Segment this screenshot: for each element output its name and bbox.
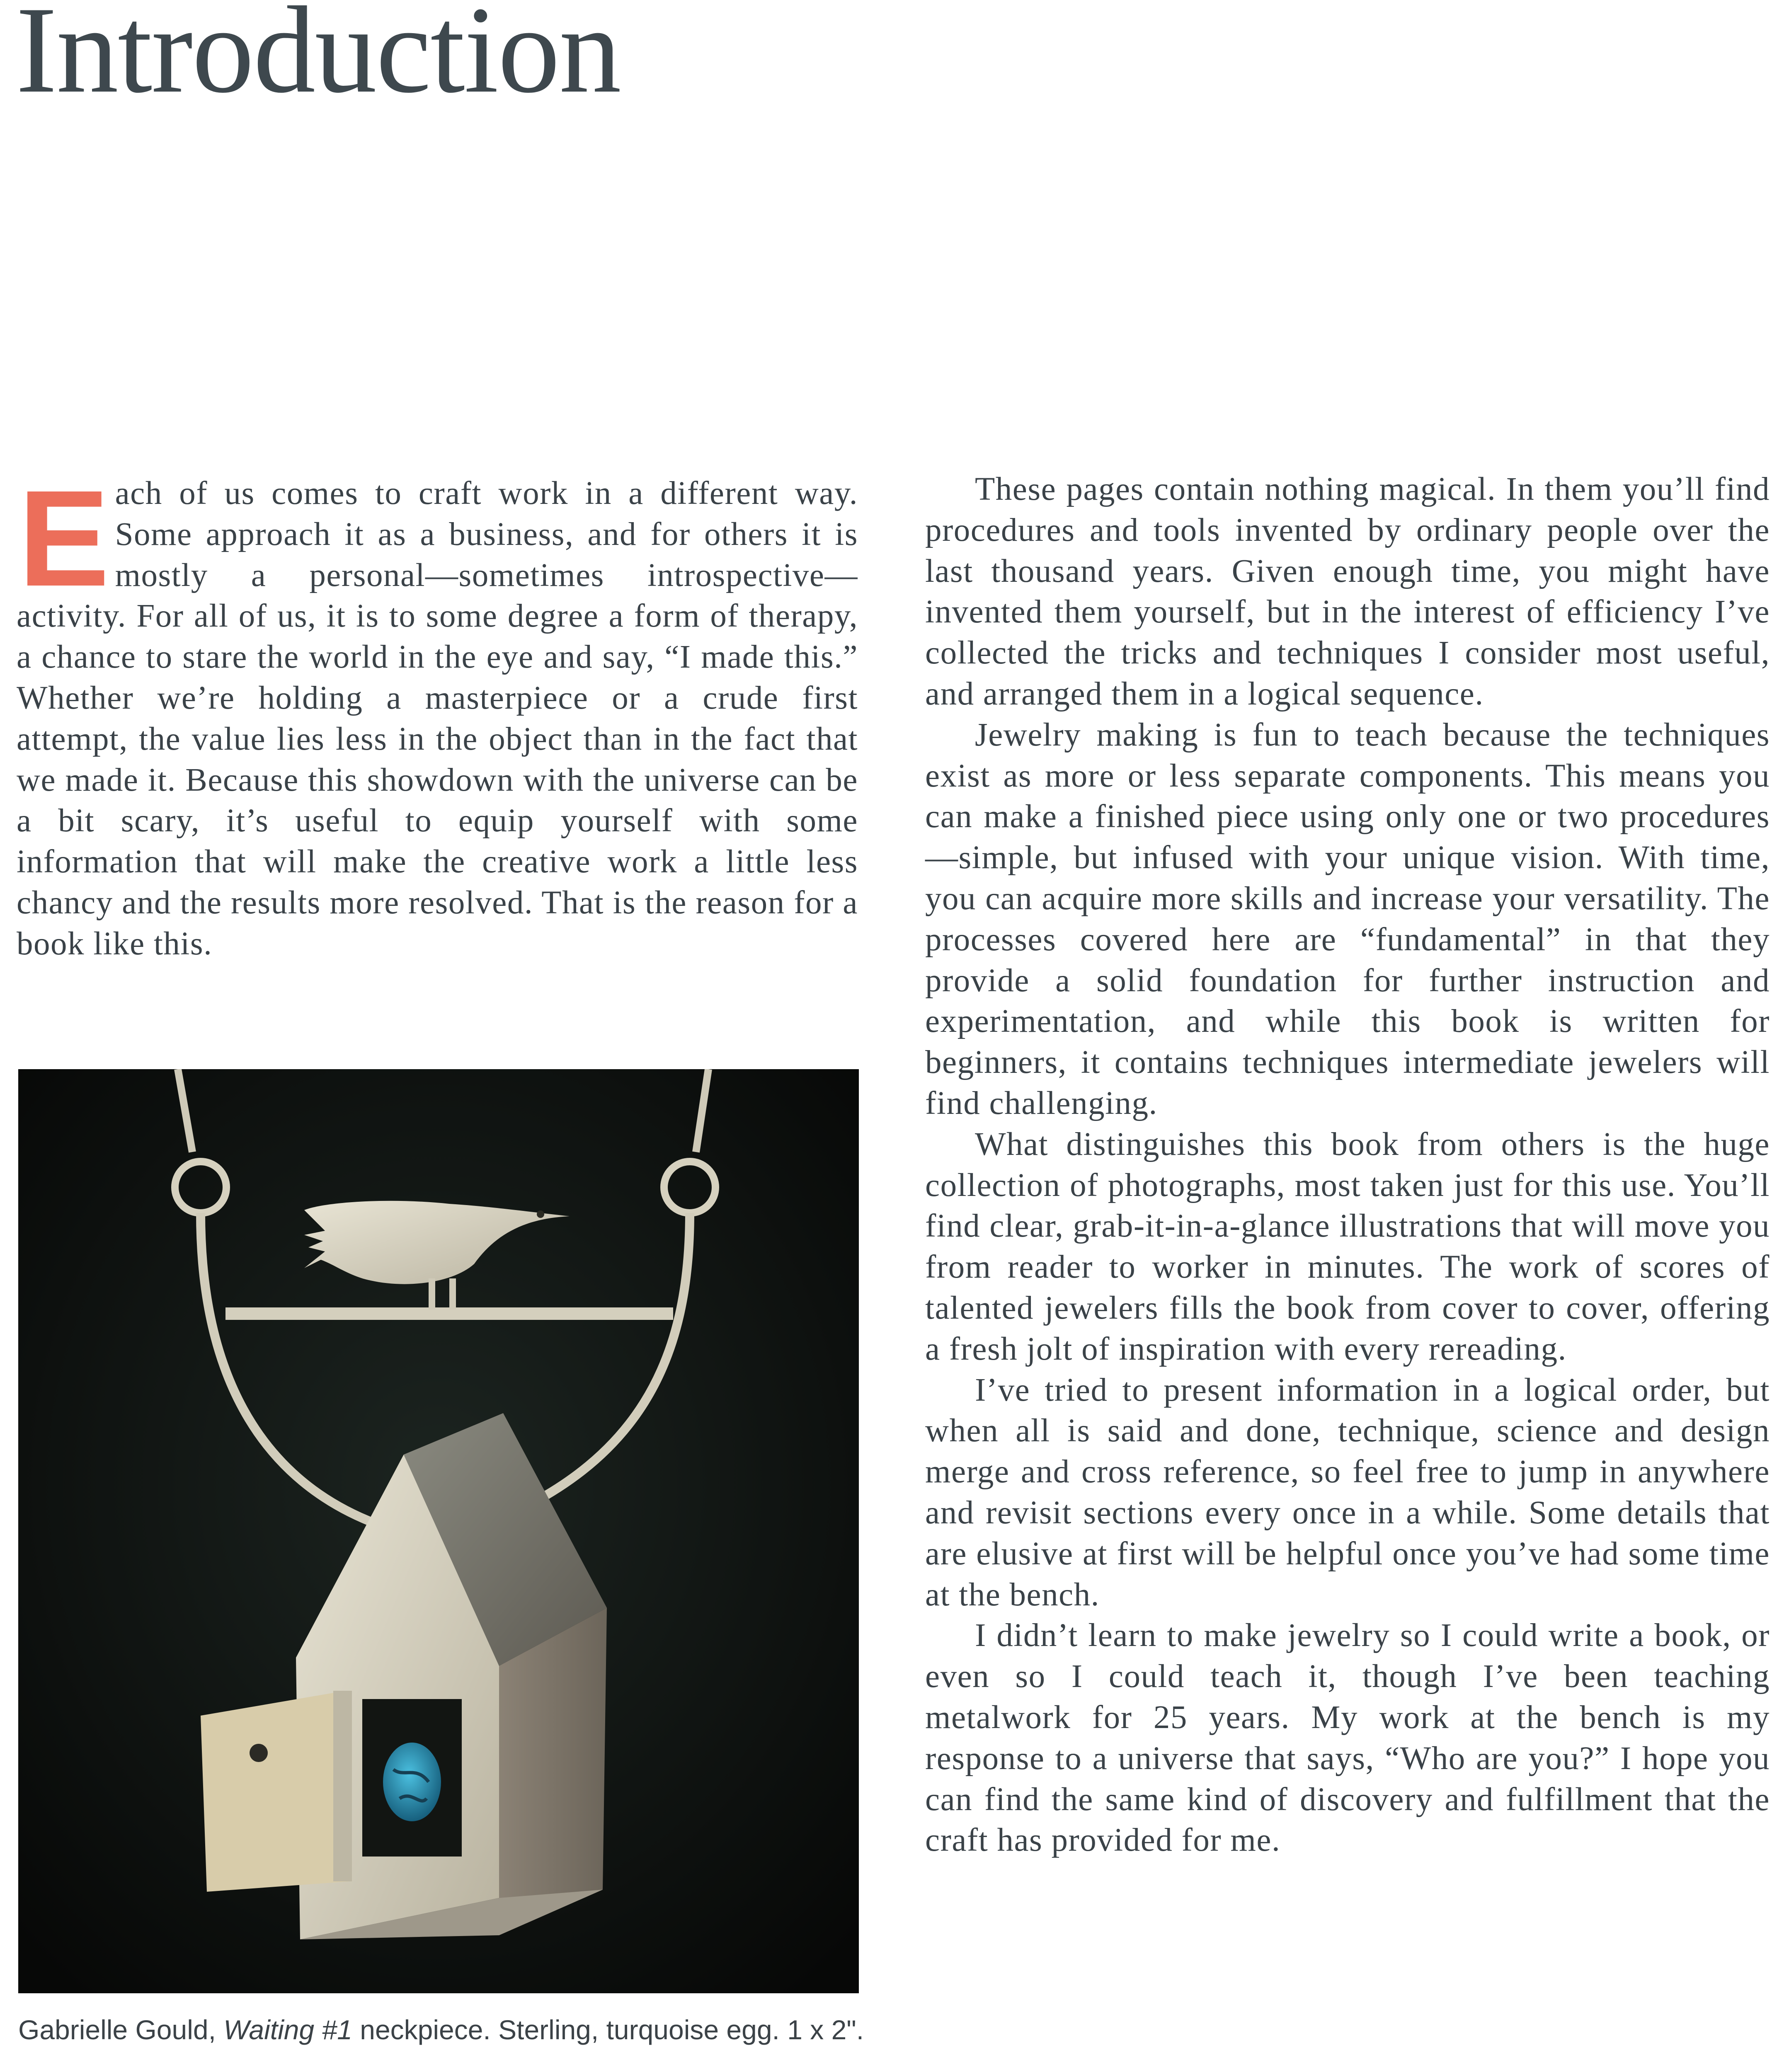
right-column xyxy=(925,469,1770,1861)
body-paragraph-2: Jewelry making is fun to teach because the techniques exist as more or less separate components. This means you can make a finished piece using only one or two procedures—simple, but infused with your unique vision. With time, you can acquire more skills and increase your versatility. The processes covered here are “fundamental” in that they provide a solid foundation for further instruction and experimentation, and while this book is written for beginners, it contains techniques intermediate jewelers will find challenging. xyxy=(925,716,1770,1121)
caption-artist: Gabrielle Gould, xyxy=(18,2014,224,2045)
body-paragraph-4: I’ve tried to present information in a logical order, but when all is said and done, technique, science and design merge and cross reference, so feel free to jump in anywhere and revisit sections every once in a while. Some details that are elusive at first will be helpful once you’ve had some time at the bench. xyxy=(925,1372,1770,1613)
door-hole xyxy=(250,1744,268,1762)
drop-cap: E xyxy=(18,462,110,615)
bird-eye xyxy=(537,1210,544,1218)
body-paragraph-5: I didn’t learn to make jewelry so I could write a book, or even so I could teach it, though I’ve been teaching metalwork for 25 years. My work at the bench is my response to a universe that says, “Who are you?” I hope you can find the same kind of discovery and fulfillment that the craft has provided for me. xyxy=(925,1617,1770,1859)
left-column xyxy=(17,462,858,965)
page-title: Introduction xyxy=(16,0,621,119)
body-paragraph-1: These pages contain nothing magical. In them you’ll find procedures and tools invented by ordinary people over the last thousand years. Given enough time, you might have invented them yourself, but in the interest of efficiency I’ve collected the tricks and techniques I consider most useful, and arranged them in a logical sequence. xyxy=(925,471,1770,712)
neckpiece-photo xyxy=(18,1069,859,1993)
intro-paragraph-text: ach of us comes to craft work in a different way. Some approach it as a business, and for others it is mostly a personal—sometimes introspective—activity. For all of us, it is to some degree a form of therapy, a chance to stare the world in the eye and say, “I made this.” Whether we’re holding a masterpiece or a crude first attempt, the value lies less in the object than in the fact that we made it. Because this showdown with the universe can be a bit scary, it’s useful to equip yourself with some information that will make the creative work a little less chancy and the results more resolved. That is the reason for a book like this. xyxy=(17,475,858,962)
intro-paragraph xyxy=(17,462,858,965)
turquoise-egg xyxy=(383,1743,441,1821)
figure-caption xyxy=(18,2013,930,2046)
caption-details: neckpiece. Sterling, turquoise egg. 1 x 2". xyxy=(352,2014,864,2045)
bird-leg-right xyxy=(449,1278,456,1310)
door-hinge xyxy=(333,1691,352,1881)
caption-title: Waiting #1 xyxy=(223,2014,352,2045)
house-door xyxy=(201,1691,350,1892)
body-paragraph-3: What distinguishes this book from others is the huge collection of photographs, most taken just for this use. You’ll find clear, grab-it-in-a-glance illustrations that will move you from reader to worker in minutes. The work of scores of talented jewelers fills the book from cover to cover, offering a fresh jolt of inspiration with every rereading. xyxy=(925,1126,1770,1367)
neckpiece-illustration xyxy=(18,1069,859,1993)
bird-leg-left xyxy=(429,1278,435,1310)
